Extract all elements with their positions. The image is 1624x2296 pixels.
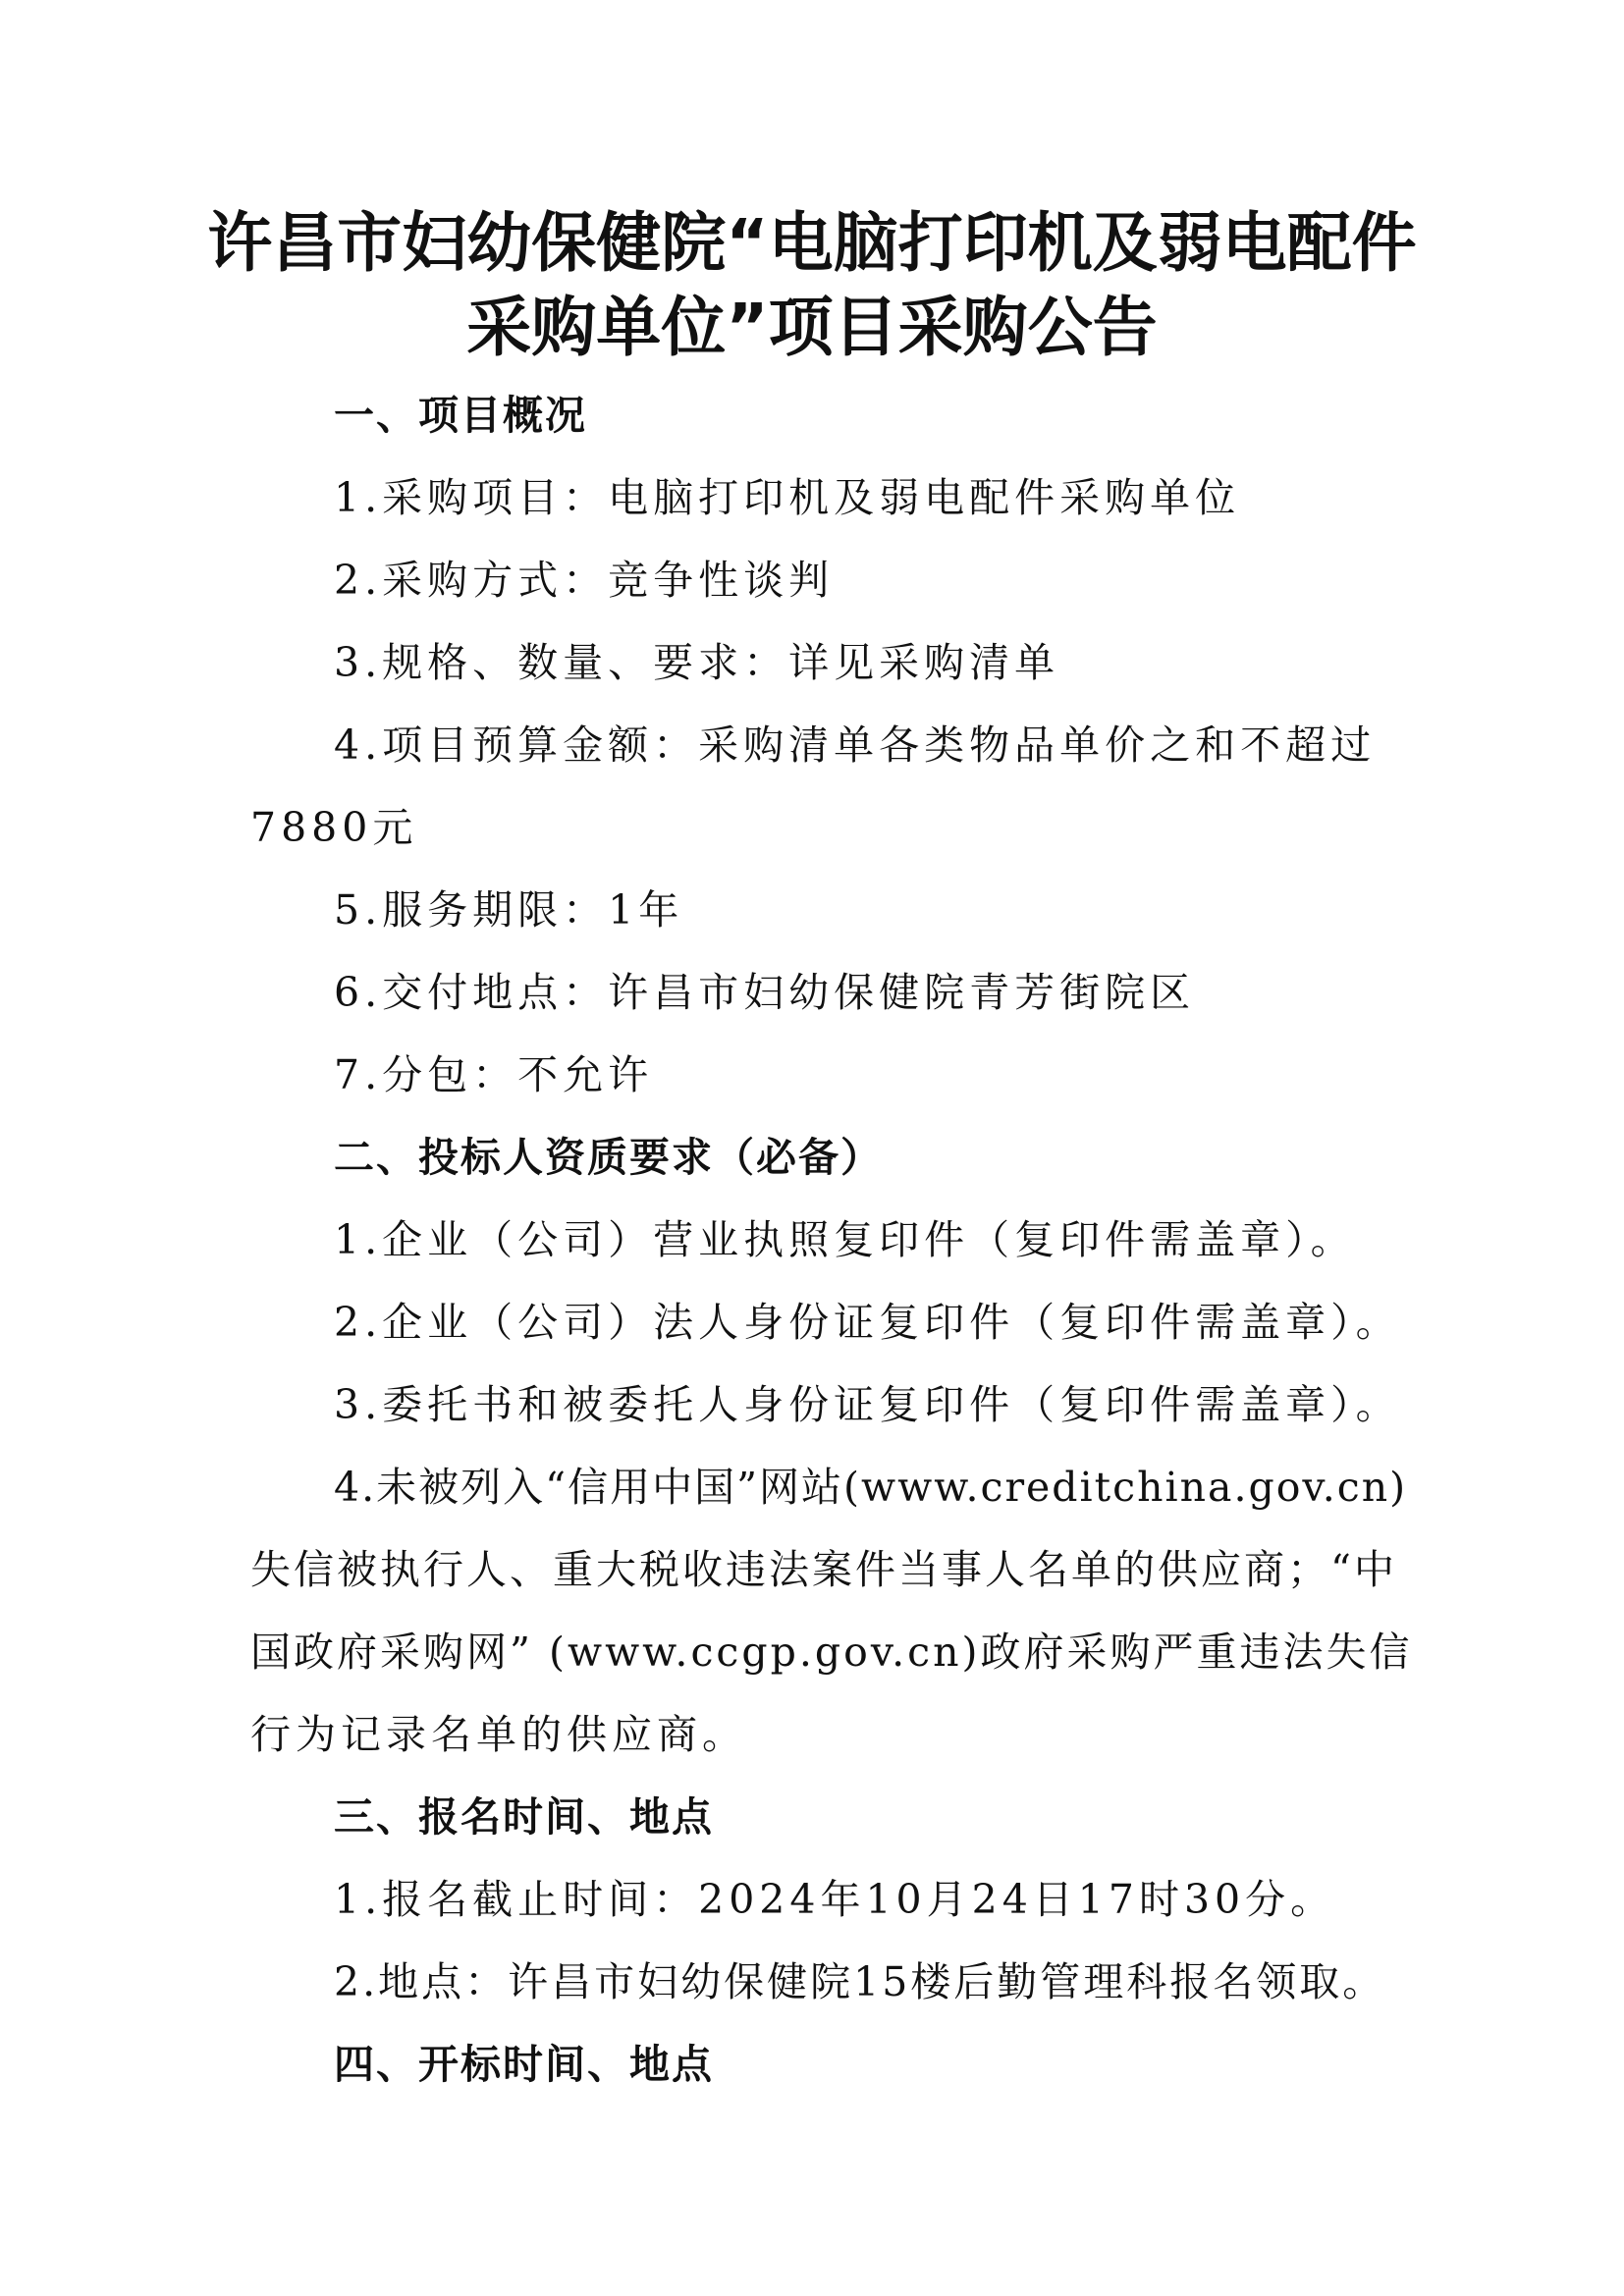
registration-item-place: 2.地点：许昌市妇幼保健院15楼后勤管理科报名领取。 bbox=[334, 1958, 1386, 2005]
qualification-item-license: 1.企业（公司）营业执照复印件（复印件需盖章）。 bbox=[334, 1216, 1356, 1263]
overview-item-budget: 4.项目预算金额：采购清单各类物品单价之和不超过 bbox=[334, 721, 1377, 769]
qualification-item-authorization: 3.委托书和被委托人身份证复印件（复印件需盖章）。 bbox=[334, 1381, 1401, 1428]
overview-item-budget-cont: 7880元 bbox=[250, 804, 418, 851]
section-heading-overview: 一、项目概况 bbox=[334, 392, 587, 439]
overview-item-project: 1.采购项目：电脑打印机及弱电配件采购单位 bbox=[334, 474, 1241, 521]
section-heading-bid-opening: 四、开标时间、地点 bbox=[334, 2041, 714, 2088]
overview-item-term: 5.服务期限：1年 bbox=[334, 886, 684, 934]
overview-item-subcontract: 7.分包：不允许 bbox=[334, 1051, 654, 1098]
overview-item-location: 6.交付地点：许昌市妇幼保健院青芳街院区 bbox=[334, 969, 1196, 1016]
section-heading-registration: 三、报名时间、地点 bbox=[334, 1793, 714, 1841]
qualification-item-credit-cont-1: 失信被执行人、重大税收违法案件当事人名单的供应商；“中 bbox=[250, 1546, 1397, 1593]
qualification-item-credit: 4.未被列入“信用中国”网站(www.creditchina.gov.cn) bbox=[334, 1464, 1408, 1511]
section-heading-qualification: 二、投标人资质要求（必备） bbox=[334, 1134, 883, 1181]
qualification-item-credit-cont-2: 国政府采购网” (www.ccgp.gov.cn)政府采购严重违法失信 bbox=[250, 1629, 1413, 1676]
registration-item-deadline: 1.报名截止时间：2024年10月24日17时30分。 bbox=[334, 1876, 1336, 1923]
qualification-item-legal-id: 2.企业（公司）法人身份证复印件（复印件需盖章）。 bbox=[334, 1299, 1401, 1346]
document-title-line-2: 采购单位”项目采购公告 bbox=[466, 290, 1158, 365]
document-title-line-1: 许昌市妇幼保健院“电脑打印机及弱电配件 bbox=[207, 205, 1417, 281]
overview-item-spec: 3.规格、数量、要求：详见采购清单 bbox=[334, 639, 1060, 686]
overview-item-method: 2.采购方式：竞争性谈判 bbox=[334, 557, 835, 604]
qualification-item-credit-cont-3: 行为记录名单的供应商。 bbox=[250, 1711, 747, 1758]
